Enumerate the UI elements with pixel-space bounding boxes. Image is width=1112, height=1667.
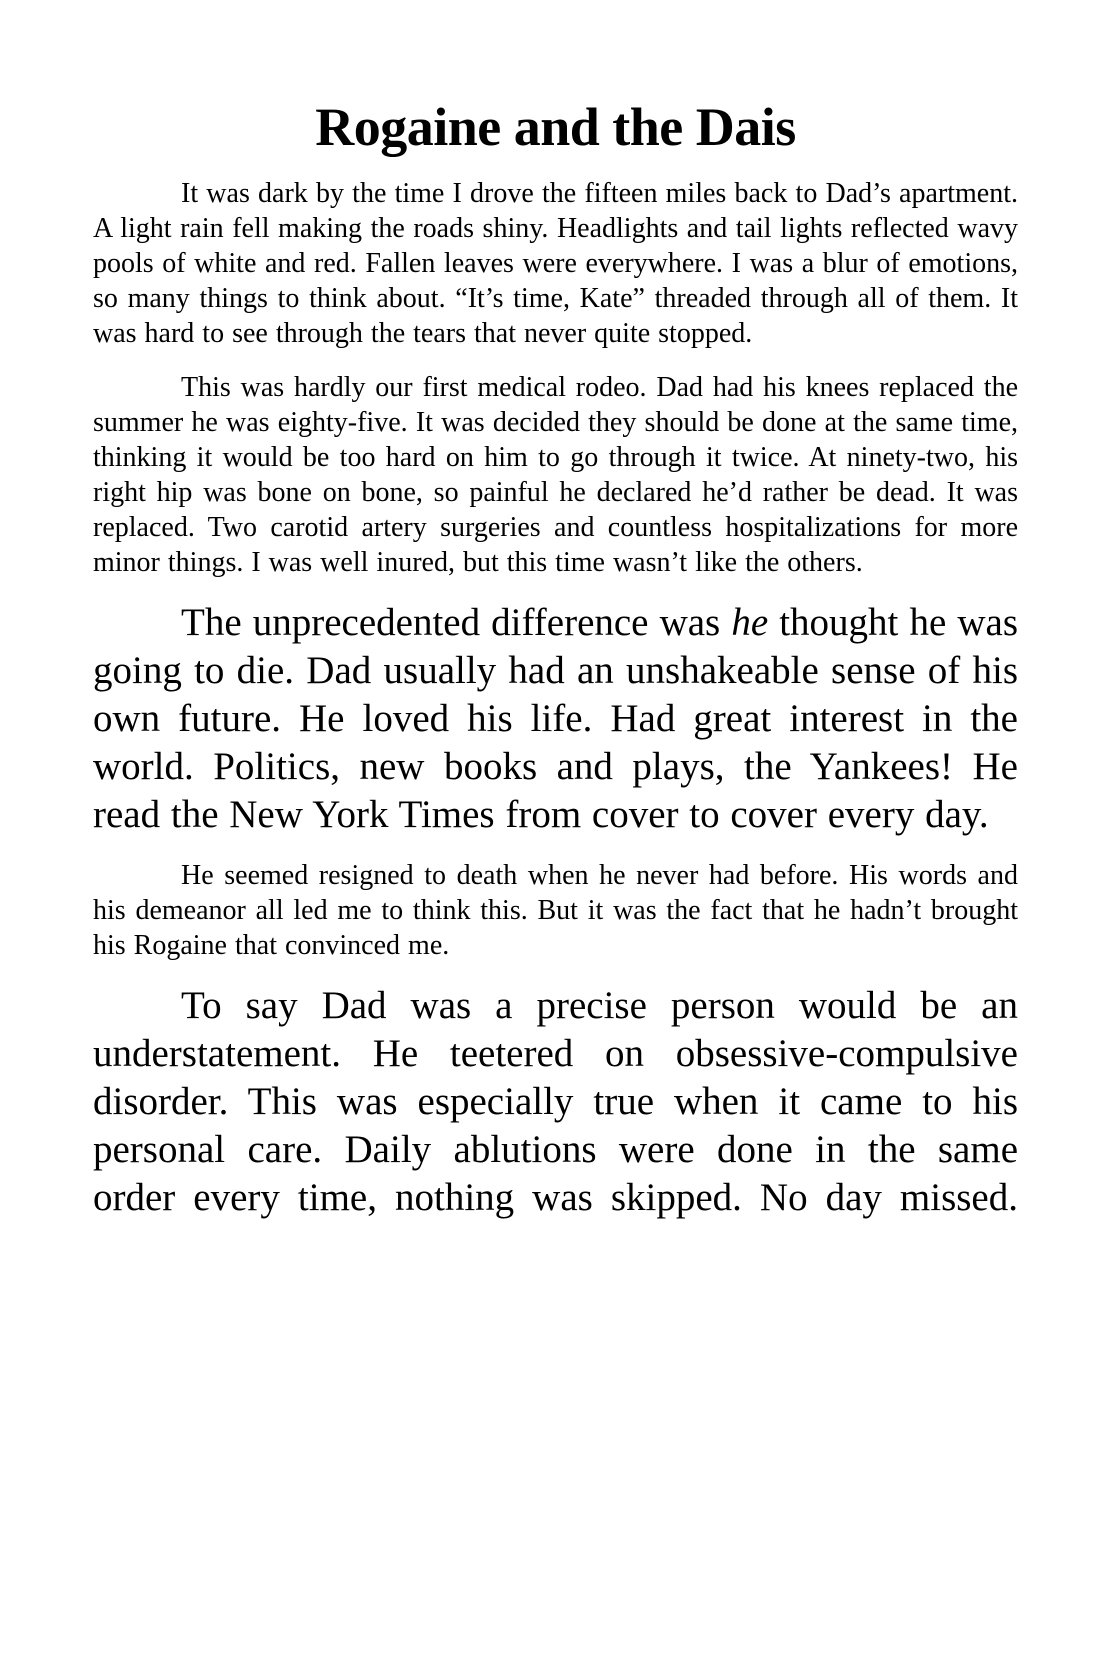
paragraph-2: This was hardly our first medical rodeo. Dad had his knees replaced the summer he was eighty-five. It was decided they should be done at the same time, thinking it would be too hard on him to go through it twice. At ninety-two, his right hip was bone on bone, so painful he declared he’d rather be dead. It was replaced. Two carotid artery surgeries and countless hospitalizations for more minor things. I was well inured, but this time wasn’t like the others.: [93, 372, 1018, 579]
paragraph-5: To say Dad was a precise person would be an understatement. He teetered on obsessive-compulsive disorder. This was especially true when it came to his personal care. Daily ablutions were done in the same order every time, nothing was skipped. No day missed.: [93, 984, 1018, 1220]
paragraph-4: He seemed resigned to death when he never had before. His words and his demeanor all led me to think this. But it was the fact that he hadn’t brought his Rogaine that convinced me.: [93, 860, 1018, 962]
paragraph-3: [93, 599, 1018, 839]
paragraph-1: It was dark by the time I drove the fifteen miles back to Dad’s apartment. A light rain fell making the roads shiny. Headlights and tail lights reflected wavy pools of white and red. Fallen leaves were everywhere. I was a blur of emotions, so many things to think about. “It’s time, Kate” threaded through all of them. It was hard to see through the tears that never quite stopped.: [93, 178, 1018, 350]
chapter-title: Rogaine and the Dais: [315, 97, 796, 157]
paragraph-3-run-2-italic: he: [731, 601, 769, 645]
paragraph-3-run-1: The unprecedented difference was: [181, 601, 732, 645]
paragraph-3-run-3: thought he was going to die. Dad usually had an unshakeable sense of his own future. He loved his life. Had great interest in the world. Politics, new books and plays, the Yankees! He read the New York Times from cover to cover every day.: [93, 601, 1018, 837]
